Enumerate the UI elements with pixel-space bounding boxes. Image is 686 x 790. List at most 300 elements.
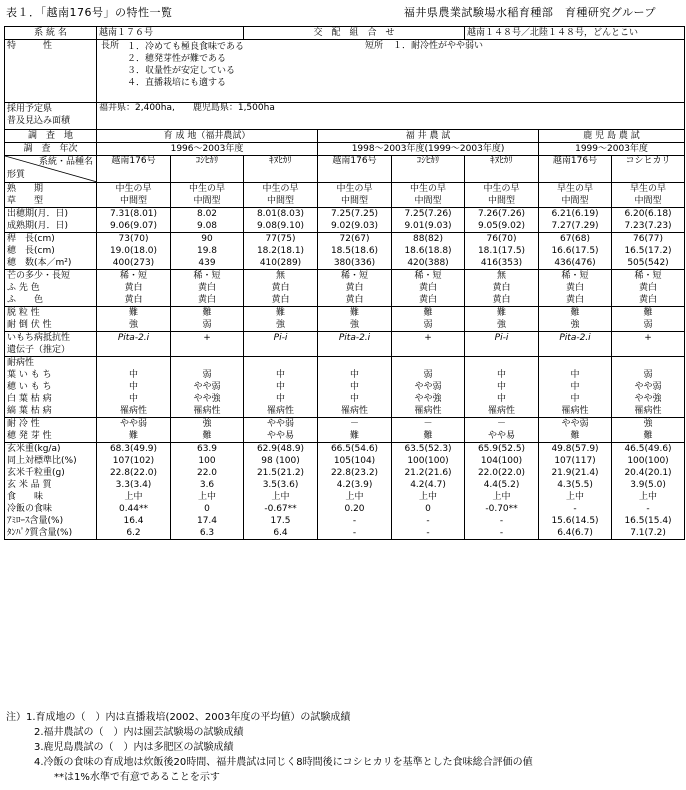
trait-value: 4.2(3.9) [336, 480, 373, 490]
trait-value: － [423, 419, 433, 429]
trait-value: 3.9(5.0) [630, 480, 666, 490]
trait-value: 黄白 [198, 283, 217, 293]
trait-label: 玄 米 品 質 [7, 480, 52, 490]
trait-value-cell [318, 418, 392, 443]
corner-bottom-label: 形質 [7, 170, 26, 180]
trait-value: 難 [570, 431, 580, 441]
trait-value: 62.9(48.9) [256, 444, 305, 454]
trait-value-cell [97, 183, 171, 208]
trait-label: ふ 色 [7, 295, 44, 305]
adopt-label: 採用予定県 [7, 104, 53, 114]
trait-value: 22.0 [196, 468, 218, 478]
trait-value: 18.1(17.5) [477, 246, 526, 256]
trait-value: 黄白 [124, 295, 143, 305]
trait-value-cell [392, 307, 465, 332]
trait-value-cell [97, 233, 171, 270]
trait-label: 熟 期 [7, 184, 44, 194]
trait-value: 難 [423, 431, 433, 441]
trait-value-cell [97, 270, 171, 307]
trait-value: 黄白 [492, 283, 511, 293]
trait-value: 上中 [345, 492, 364, 502]
site3-year: 1999～2003年度 [539, 143, 685, 156]
trait-value: - [426, 528, 430, 538]
trait-value-cell [318, 183, 392, 208]
trait-value: 9.06(9.07) [109, 221, 158, 231]
trait-value: -0.67** [264, 504, 297, 514]
trait-value: 63.5(52.3) [404, 444, 452, 454]
trait-value: 400(273) [112, 258, 155, 268]
trait-value: 難 [202, 308, 212, 318]
trait-value-cell [97, 307, 171, 332]
trait-value-cell [97, 443, 171, 540]
trait-value: 0 [425, 504, 431, 514]
trait-value: 中 [497, 370, 507, 380]
trait-value: 中間型 [267, 196, 295, 206]
trait-value: 中生の早 [262, 184, 299, 194]
trait-value: 難 [350, 308, 360, 318]
trait-value: 100 [198, 456, 216, 466]
trait-value: 強 [350, 320, 360, 330]
trait-value: 罹病性 [267, 406, 295, 416]
trait-value: 9.08(9.10) [256, 221, 305, 231]
trait-value: 22.8(23.2) [330, 468, 379, 478]
trait-value: 76(70) [486, 234, 517, 244]
trait-value [394, 357, 462, 369]
trait-value: 中 [570, 370, 580, 380]
trait-value: 7.25(7.26) [404, 209, 452, 219]
trait-value: 罹病性 [414, 406, 442, 416]
merit-label: 長所 [101, 41, 120, 51]
footnote: 注）1.育成地の（ ）内は直播栽培(2002、2003年度の平均値）の試験成績 [6, 712, 351, 723]
trait-value: 難 [202, 431, 212, 441]
trait-label: ｱﾐﾛｰｽ含量(%) [7, 516, 64, 526]
trait-value-cell [171, 233, 244, 270]
table-title: 表１．「越南176号」の特性一覧 [6, 6, 173, 19]
trait-value: 90 [201, 234, 213, 244]
organization-name: 福井県農業試験場水稲育種部 育種研究グループ [403, 6, 656, 19]
trait-value-cell [539, 270, 612, 307]
demerit-label: 短所 [365, 41, 384, 51]
trait-value-cell [244, 307, 318, 332]
trait-value-cell [97, 418, 171, 443]
trait-value: 18.5(18.6) [330, 246, 379, 256]
trait-value: 早生の早 [557, 184, 594, 194]
trait-value [614, 344, 682, 356]
trait-value: 黄白 [492, 295, 511, 305]
trait-value: － [350, 419, 360, 429]
trait-value: 罹病性 [341, 406, 369, 416]
trait-value: やや易 [267, 431, 295, 441]
trait-value: - [499, 528, 504, 538]
trait-label: 食 味 [7, 492, 44, 502]
trait-value [99, 357, 168, 369]
trait-value-cell [244, 332, 318, 357]
trait-value: 9.08 [196, 221, 218, 231]
trait-value [320, 357, 389, 369]
trait-value: 9.01(9.03) [404, 221, 452, 231]
trait-value: Pita-2.i [559, 333, 591, 343]
trait-value-cell [244, 357, 318, 418]
trait-value: - [352, 516, 357, 526]
trait-value: 稀・短 [634, 271, 662, 281]
trait-value-cell [318, 332, 392, 357]
trait-value-cell [465, 233, 539, 270]
trait-value-cell [539, 443, 612, 540]
trait-label-cell [5, 270, 97, 307]
trait-value: 強 [497, 320, 507, 330]
footnote: 4.冷飯の食味の育成地は炊飯後20時間、福井農試は同じく8時間後にコシヒカリを基準とした食味総合評価の値 [34, 757, 533, 768]
trait-value: 難 [497, 308, 507, 318]
trait-value: Pita-2.i [117, 333, 150, 343]
trait-value: 中生の早 [336, 184, 373, 194]
trait-value: 416(353) [480, 258, 523, 268]
trait-value: 中 [570, 382, 580, 392]
trait-value: 稀・短 [119, 271, 147, 281]
trait-value: - [573, 504, 577, 514]
trait-value-cell [171, 307, 244, 332]
trait-value-cell [539, 307, 612, 332]
trait-value: 19.8 [196, 246, 218, 256]
trait-value: 0 [204, 504, 210, 514]
trait-value: 7.25(7.25) [330, 209, 379, 219]
trait-value: 黄白 [271, 283, 290, 293]
trait-value: 難 [570, 308, 580, 318]
trait-value: 罹病性 [193, 406, 221, 416]
trait-value: Pi-i [273, 333, 288, 343]
variety-header-row [5, 156, 685, 183]
trait-value: 中間型 [341, 196, 369, 206]
merit-item: ４．直播栽培にも適する [127, 78, 227, 88]
trait-value: 9.05(9.02) [477, 221, 526, 231]
trait-label: 縞 葉 枯 病 [7, 406, 52, 416]
site2-year: 1998～2003年度(1999～2003年度) [318, 143, 539, 156]
trait-label: 穂 長(cm) [7, 246, 55, 256]
trait-value: 中生の早 [115, 184, 152, 194]
trait-value: やや弱 [193, 382, 221, 392]
trait-value-cell [612, 332, 685, 357]
trait-value-cell [612, 270, 685, 307]
trait-value-cell [612, 357, 685, 418]
trait-value: 中 [570, 394, 580, 404]
trait-label-cell [5, 208, 97, 233]
trait-value-cell [612, 208, 685, 233]
trait-value: 18.6(18.8) [404, 246, 452, 256]
trait-value: 107(102) [112, 456, 155, 466]
variety-name: ｺｼﾋｶﾘ [171, 156, 244, 183]
footnote: 2.福井農試の（ ）内は園芸試験場の試験成績 [34, 727, 244, 738]
trait-label: 同上対標準比(%) [7, 456, 77, 466]
variety-name: ｷﾇﾋｶﾘ [244, 156, 318, 183]
trait-value: 3.6 [199, 480, 215, 490]
trait-label: 穂 数(本／m²) [7, 258, 72, 268]
trait-value: 9.02(9.03) [330, 221, 379, 231]
trait-value-cell [465, 357, 539, 418]
trait-value [394, 344, 462, 356]
trait-value: 22.0(22.0) [477, 468, 526, 478]
trait-value: 稀・短 [193, 271, 221, 281]
trait-value: やや弱 [119, 419, 147, 429]
trait-value: 6.20(6.18) [624, 209, 672, 219]
trait-value: 65.9(52.5) [477, 444, 526, 454]
trait-label: 稈 長(cm) [7, 234, 55, 244]
trait-value-cell [612, 183, 685, 208]
trait-value: 7.31(8.01) [109, 209, 158, 219]
trait-group-row [5, 443, 685, 540]
trait-value-cell [612, 233, 685, 270]
trait-value-cell [612, 418, 685, 443]
trait-value [320, 344, 389, 356]
trait-value: 98 (100) [261, 456, 300, 466]
trait-value: 難 [128, 308, 138, 318]
trait-value-cell [465, 307, 539, 332]
trait-value: 中 [350, 382, 360, 392]
trait-value-cell [244, 443, 318, 540]
trait-value: 罹病性 [488, 406, 516, 416]
trait-value: 中 [128, 394, 138, 404]
corner-cell [5, 156, 97, 183]
trait-value [246, 357, 315, 369]
trait-value: 罹病性 [119, 406, 147, 416]
trait-value: 中 [276, 382, 286, 392]
trait-value-cell [171, 332, 244, 357]
trait-value: やや弱 [634, 382, 662, 392]
trait-value: 6.4(6.7) [557, 528, 593, 538]
trait-label: 草 型 [7, 196, 44, 206]
trait-value-cell [539, 332, 612, 357]
cross-label: 交 配 組 合 せ [244, 27, 465, 40]
trait-value: 上中 [271, 492, 290, 502]
trait-value: 16.5(17.2) [624, 246, 672, 256]
trait-value: - [499, 516, 504, 526]
trait-value-cell [465, 183, 539, 208]
trait-value: 77(75) [265, 234, 296, 244]
trait-value-cell [171, 443, 244, 540]
trait-value: 3.3(3.4) [115, 480, 152, 490]
trait-value-cell [244, 208, 318, 233]
trait-value: 強 [276, 320, 286, 330]
trait-value: 17.4 [196, 516, 218, 526]
trait-value-cell [171, 183, 244, 208]
trait-value: 380(336) [333, 258, 376, 268]
trait-label-cell [5, 183, 97, 208]
trait-value: -0.70** [485, 504, 518, 514]
trait-label: 遺伝子（推定） [7, 345, 71, 355]
traits-row [5, 40, 685, 103]
trait-value: 中生の早 [483, 184, 520, 194]
trait-value-cell [392, 357, 465, 418]
trait-value: 中間型 [414, 196, 442, 206]
trait-value: 4.4(5.2) [483, 480, 520, 490]
site1-year: 1996～2003年度 [97, 143, 318, 156]
trait-value: 黄白 [639, 295, 658, 305]
lineage-label: 系 統 名 [5, 27, 97, 40]
merit-item: １．冷めても極良食味である [127, 42, 245, 52]
trait-value: 黄白 [419, 283, 438, 293]
trait-value: 中間型 [119, 196, 147, 206]
trait-value: 黄白 [566, 283, 585, 293]
trait-value: 黄白 [566, 295, 585, 305]
trait-value: 63.9 [196, 444, 218, 454]
trait-value-cell [612, 443, 685, 540]
trait-group-row [5, 270, 685, 307]
trait-value: 上中 [419, 492, 438, 502]
trait-value-cell [392, 270, 465, 307]
characteristics-table [4, 26, 685, 540]
trait-value: 46.5(49.6) [624, 444, 672, 454]
trait-value: やや弱 [267, 419, 295, 429]
trait-value-cell [318, 208, 392, 233]
trait-value: 8.01(8.03) [256, 209, 305, 219]
trait-value: 73(70) [118, 234, 149, 244]
trait-value: 上中 [639, 492, 658, 502]
trait-value-cell [392, 233, 465, 270]
variety-name: コシヒカリ [612, 156, 685, 183]
lineage-row [5, 27, 685, 40]
trait-value-cell [318, 443, 392, 540]
footnote: **は1%水準で有意であることを示す [54, 772, 220, 783]
trait-value: 0.44** [118, 504, 149, 514]
trait-value-cell [539, 233, 612, 270]
trait-value: 早生の早 [630, 184, 667, 194]
trait-value: 7.23(7.23) [624, 221, 672, 231]
trait-group-row [5, 183, 685, 208]
trait-value: 難 [643, 308, 653, 318]
trait-label: 穂 発 芽 性 [7, 431, 52, 441]
trait-label: 葉 い も ち [7, 370, 52, 380]
trait-value-cell [318, 357, 392, 418]
trait-value: 中 [497, 382, 507, 392]
trait-label: 玄米重(kg/a) [7, 444, 61, 454]
trait-value [467, 357, 536, 369]
adopt-row [5, 103, 685, 130]
trait-value-cell [465, 208, 539, 233]
trait-value-cell [392, 418, 465, 443]
trait-value: 67(68) [560, 234, 590, 244]
trait-value-cell [392, 443, 465, 540]
trait-label: 耐 倒 伏 性 [7, 320, 52, 330]
trait-value: 黄白 [639, 283, 658, 293]
variety-name: ｷﾇﾋｶﾘ [465, 156, 539, 183]
trait-value: 難 [643, 431, 653, 441]
trait-value: 505(542) [627, 258, 669, 268]
trait-group-row [5, 332, 685, 357]
cross-value: 越南１４８号／北陸１４８号，どんとこい [465, 27, 685, 40]
trait-value-cell [465, 418, 539, 443]
trait-value-cell [97, 332, 171, 357]
trait-label: 耐病性 [7, 358, 35, 368]
trait-value [614, 357, 682, 369]
trait-value: 無 [276, 271, 286, 281]
site-row [5, 130, 685, 143]
variety-name: 越南176号 [539, 156, 612, 183]
trait-value: 中 [128, 382, 138, 392]
trait-value: 黄白 [198, 295, 217, 305]
trait-label-cell [5, 357, 97, 418]
trait-value: やや強 [414, 394, 442, 404]
trait-value-cell [539, 357, 612, 418]
trait-group-row [5, 233, 685, 270]
trait-value: 中 [350, 394, 360, 404]
trait-value: 16.5(15.4) [624, 516, 672, 526]
trait-value: 76(77) [633, 234, 663, 244]
trait-label-cell [5, 233, 97, 270]
trait-value: 21.9(21.4) [551, 468, 599, 478]
trait-value-cell [392, 332, 465, 357]
trait-label: 白 葉 枯 病 [7, 394, 52, 404]
trait-value: 難 [423, 308, 433, 318]
trait-label: 出穂期(月．日) [7, 209, 69, 219]
trait-value-cell [465, 270, 539, 307]
trait-value: 100(100) [407, 456, 449, 466]
variety-name: 越南176号 [97, 156, 171, 183]
merit-item: ２．穂発芽性が難である [127, 54, 227, 64]
trait-value: 20.4(20.1) [624, 468, 672, 478]
trait-value [541, 357, 609, 369]
trait-value: 7.26(7.26) [477, 209, 526, 219]
trait-value-cell [392, 183, 465, 208]
trait-value: 弱 [202, 370, 212, 380]
trait-value: 中 [276, 370, 286, 380]
demerit-item: １．耐冷性がやや弱い [393, 41, 484, 51]
trait-value: 中間型 [634, 196, 662, 206]
trait-value: 弱 [643, 370, 653, 380]
trait-label-cell [5, 307, 97, 332]
trait-value-cell [97, 357, 171, 418]
trait-value: 罹病性 [561, 406, 589, 416]
trait-label: 芒の多少・長短 [7, 271, 71, 281]
trait-value-cell [244, 183, 318, 208]
trait-value: 無 [497, 271, 507, 281]
trait-value: 420(388) [407, 258, 449, 268]
trait-value: 6.21(6.19) [551, 209, 599, 219]
trait-value: 中 [128, 370, 138, 380]
trait-value: 黄白 [345, 283, 364, 293]
trait-value: 難 [350, 431, 360, 441]
trait-value: 上中 [124, 492, 143, 502]
trait-value: 上中 [492, 492, 511, 502]
trait-value: 上中 [198, 492, 217, 502]
trait-label-cell [5, 418, 97, 443]
trait-value [173, 344, 241, 356]
trait-value: 6.4 [273, 528, 288, 538]
trait-value-cell [539, 418, 612, 443]
trait-value: 中 [350, 370, 360, 380]
trait-value: 弱 [643, 320, 653, 330]
trait-value: 黄白 [345, 295, 364, 305]
trait-value: - [646, 504, 650, 514]
trait-value: 107(117) [554, 456, 596, 466]
trait-value: 稀・短 [414, 271, 442, 281]
trait-value: 6.2 [126, 528, 141, 538]
trait-value: 弱 [202, 320, 212, 330]
trait-value-cell [465, 332, 539, 357]
trait-value: やや強 [634, 394, 662, 404]
trait-value: やや弱 [414, 382, 442, 392]
trait-value: 中間型 [488, 196, 516, 206]
trait-value: 難 [276, 308, 286, 318]
trait-value-cell [171, 357, 244, 418]
trait-value-cell [244, 418, 318, 443]
trait-value: 中生の早 [410, 184, 447, 194]
adopt-value: 福井県：2,400ha, 鹿児島県：1,500ha [97, 103, 685, 130]
trait-value-cell [171, 270, 244, 307]
trait-value: 68.3(49.9) [109, 444, 158, 454]
trait-value-cell [318, 270, 392, 307]
trait-value-cell [539, 208, 612, 233]
trait-value: 7.1(7.2) [630, 528, 666, 538]
trait-value-cell [244, 270, 318, 307]
trait-value: やや易 [488, 431, 516, 441]
